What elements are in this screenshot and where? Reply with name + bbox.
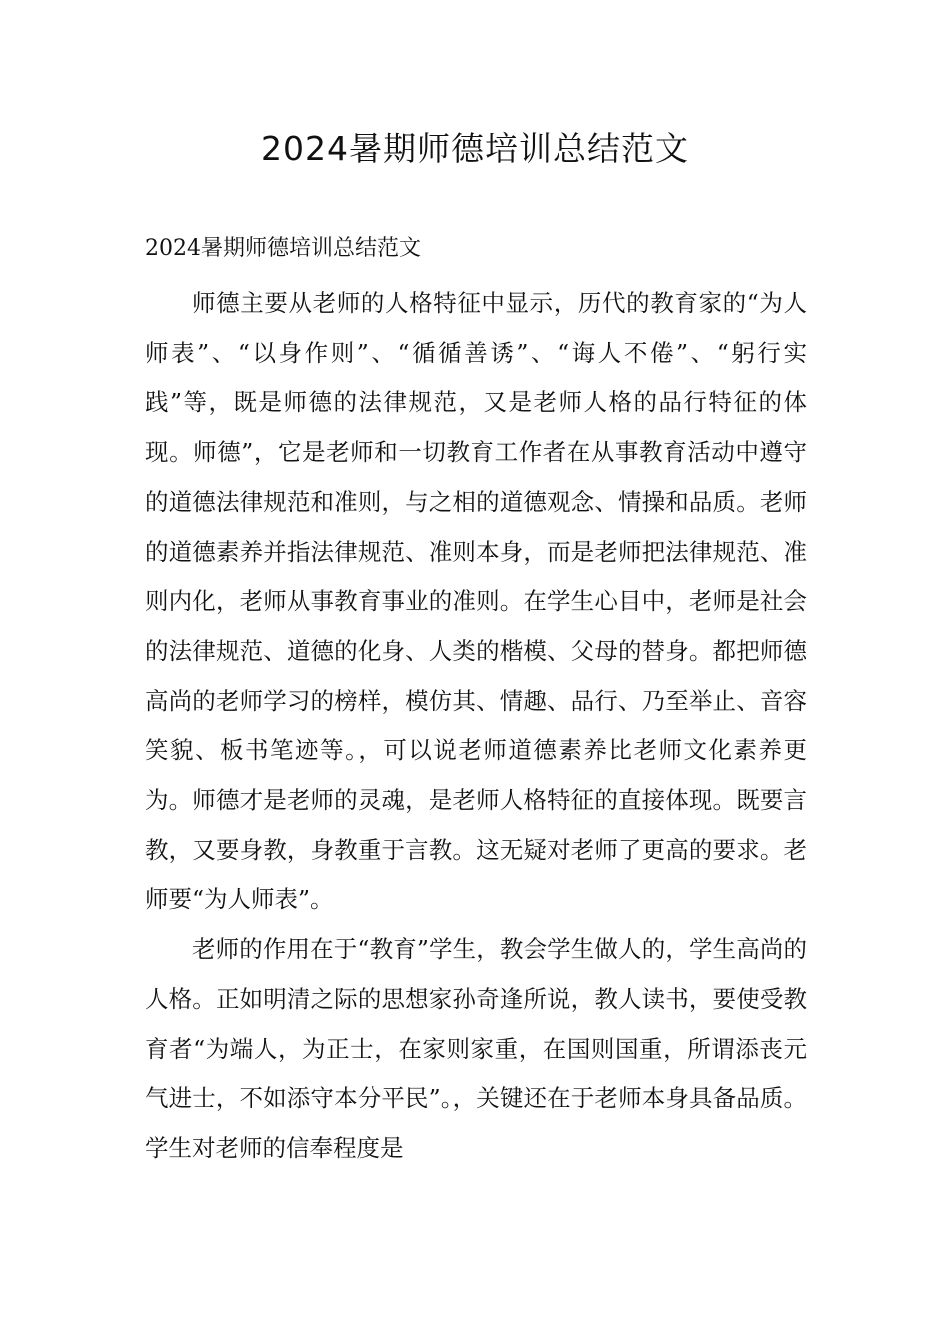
body-paragraph: 师德主要从老师的人格特征中显示，历代的教育家的“为人师表”、“以身作则”、“循循善诱”、“诲人不倦”、“躬行实践”等，既是师德的法律规范，又是老师人格的品行特征的体现。师德”，它是老师和一切教育工作者在从事教育活动中遵守的道德法律规范和准则，与之相的道德观念、情操和品质。老师的道德素养并指法律规范、准则本身，而是老师把法律规范、准则内化，老师从事教育事业的准则。在学生心目中，老师是社会的法律规范、道德的化身、人类的楷模、父母的替身。都把师德高尚的老师学习的榜样，模仿其、情趣、品行、乃至举止、音容笑貌、板书笔迹等。，可以说老师道德素养比老师文化素养更为。师德才是老师的灵魂，是老师人格特征的直接体现。既要言教，又要身教，身教重于言教。这无疑对老师了更高的要求。老师要“为人师表”。 xyxy=(145,289,807,914)
body-paragraph: 老师的作用在于“教育”学生，教会学生做人的，学生高尚的人格。正如明清之际的思想家孙奇逢所说，教人读书，要使受教育者“为端人，为正士，在家则家重，在国则国重，所谓添丧元气进士，不如添守本分平民”。，关键还在于老师本身具备品质。学生对老师的信奉程度是 xyxy=(145,935,807,1162)
document-title: 2024暑期师德培训总结范文 xyxy=(261,129,689,168)
document-subtitle: 2024暑期师德培训总结范文 xyxy=(145,236,421,261)
document-body xyxy=(145,279,807,1174)
